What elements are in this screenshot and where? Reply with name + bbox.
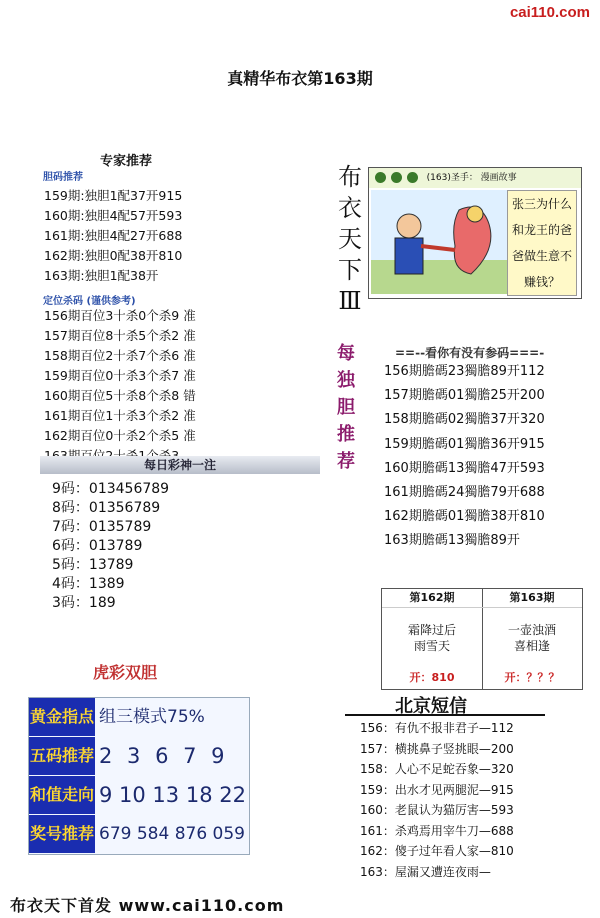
dot-icon — [407, 172, 418, 183]
title-char: 独 — [337, 370, 355, 391]
list-item: 162期百位0十杀2个杀5 准 — [44, 428, 196, 443]
kill-list — [44, 306, 196, 466]
list-item: 159期膽碼01獨膽36开915 — [384, 436, 545, 452]
title-char: 衣 — [338, 194, 362, 222]
list-item: 4码：1389 — [52, 576, 125, 592]
dudan-vertical-title — [332, 340, 360, 475]
row-value: 9 10 13 18 22 — [99, 783, 246, 807]
beijing-heading: 北京短信 — [395, 696, 467, 717]
dan-list — [44, 186, 182, 286]
list-item: 157期百位8十杀5个杀2 准 — [44, 328, 196, 343]
list-item: 159期百位0十杀3个杀7 准 — [44, 368, 196, 383]
title-char: 推 — [337, 424, 355, 445]
dan-section-label: 胆码推荐 — [43, 172, 83, 183]
list-item: 6码：013789 — [52, 538, 143, 554]
dot-icon — [375, 172, 386, 183]
dot-icon — [391, 172, 402, 183]
title-char: 布 — [338, 163, 362, 191]
title-char: 荐 — [337, 451, 355, 472]
list-item: 163：屋漏又遭连夜雨— — [360, 864, 491, 879]
title-char: 胆 — [337, 397, 355, 418]
huocai-title: 虎彩双胆 — [93, 663, 158, 682]
list-item: 158期膽碼02獨膽37开320 — [384, 412, 545, 428]
pred-line: 喜相逢 — [513, 639, 550, 653]
prediction-col-162 — [382, 589, 483, 689]
title-char: 每 — [337, 343, 355, 364]
list-item: 157期膽碼01獨膽25开200 — [384, 388, 545, 404]
caption-line: 爸做生意不 — [511, 249, 572, 263]
list-item: 163期膽碼13獨膽89开 — [384, 533, 520, 549]
list-item: 159期:独胆1配37开915 — [44, 188, 183, 203]
list-item: 160：老鼠认为猫厉害—593 — [360, 803, 514, 817]
list-item: 161：杀鸡焉用宰牛刀—688 — [360, 823, 514, 838]
list-item: 162期膽碼01獨膽38开810 — [384, 509, 545, 525]
list-item: 156：有仇不报非君子—112 — [360, 721, 514, 735]
list-item: 161期膽碼24獨膽79开688 — [384, 485, 545, 501]
prediction-table — [381, 588, 583, 690]
list-item: 160期膽碼13獨膽47开593 — [384, 460, 545, 476]
list-item: 162期:独胆0配38开810 — [44, 248, 183, 263]
beijing-list — [360, 718, 514, 882]
divider — [345, 714, 545, 716]
comic-panel — [368, 167, 582, 299]
list-item: 156期膽碼23獨膽89开112 — [384, 364, 545, 379]
col-heading: 第163期 — [482, 589, 582, 608]
comic-illustration — [371, 190, 507, 294]
dan-code-heading: ==--看你有没有参码===- — [395, 346, 545, 360]
row-label: 五码推荐 — [29, 737, 95, 775]
daily-label: 每日彩神一注 — [40, 456, 320, 474]
comic-header — [369, 168, 581, 188]
title-char: 天 — [338, 225, 362, 253]
huocai-table — [28, 697, 250, 855]
row-value: 组三模式75% — [99, 707, 205, 727]
row-label: 和值走向 — [29, 776, 95, 814]
pred-line: 雨雪天 — [413, 639, 450, 653]
list-item: 158：人心不足蛇吞象—320 — [360, 762, 514, 776]
list-item: 157：横挑鼻子竖挑眼—200 — [360, 741, 514, 756]
daily-code-list — [52, 480, 169, 613]
list-item: 9码：013456789 — [52, 481, 170, 497]
budy-vertical-title — [335, 162, 365, 317]
list-item: 160期百位5十杀8个杀8 错 — [44, 388, 196, 403]
list-item: 159：出水才见两腿泥—915 — [360, 782, 514, 797]
row-label: 奖号推荐 — [29, 815, 95, 853]
title-char: Ⅲ — [338, 287, 362, 315]
col-heading: 第162期 — [382, 589, 482, 608]
title-char: 下 — [338, 256, 362, 284]
caption-line: 张三为什么 — [511, 197, 572, 211]
list-item: 8码：01356789 — [52, 500, 161, 516]
list-item: 163期:独胆1配38开 — [44, 268, 159, 283]
pred-line: 霜降过后 — [407, 623, 456, 637]
footer-text: 布衣天下首发 www.cai110.com — [10, 896, 285, 915]
caption-line: 和龙王的爸 — [511, 223, 572, 237]
row-value: 679 584 876 059 — [99, 824, 246, 844]
pred-line: 一壶浊酒 — [507, 623, 556, 637]
dan-code-list — [384, 360, 545, 554]
list-item: 156期百位3十杀0个杀9 准 — [44, 308, 196, 323]
kill-section-label: 定位杀码 (谨供参考) — [43, 296, 136, 307]
comic-issue-label: (163)圣手： 漫画故事 — [426, 173, 517, 183]
list-item: 161期:独胆4配27开688 — [44, 228, 183, 243]
caption-line: 赚钱？ — [523, 275, 560, 289]
prediction-col-163 — [482, 589, 582, 689]
list-item: 158期百位2十杀7个杀6 准 — [44, 348, 196, 363]
list-item: 7码：0135789 — [52, 519, 152, 535]
row-label: 黄金指点 — [29, 698, 95, 736]
list-item: 162：傻子过年看人家—810 — [360, 844, 514, 858]
row-value: 2 3 6 7 9 — [99, 744, 229, 768]
open-result: 开：？？？ — [504, 671, 560, 684]
list-item: 161期百位1十杀3个杀2 准 — [44, 408, 196, 423]
list-item: 5码：13789 — [52, 557, 134, 573]
comic-caption — [507, 190, 577, 296]
list-item: 160期:独胆4配57开593 — [44, 208, 183, 223]
expert-heading: 专家推荐 — [100, 154, 153, 169]
list-item: 3码：189 — [52, 595, 116, 611]
open-result: 开：810 — [409, 671, 455, 684]
site-logo[interactable]: cai110.com — [509, 4, 590, 21]
page-title: 真精华布衣第163期 — [227, 69, 373, 88]
